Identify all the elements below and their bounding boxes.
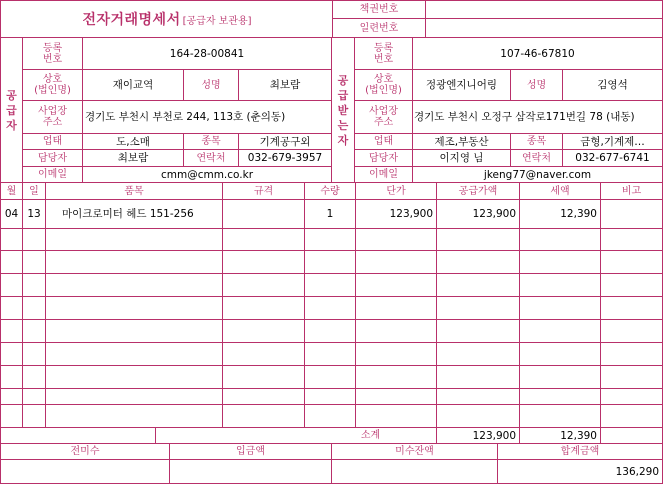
receiver-contact-label: 연락처 [522,152,551,164]
col-tax-header: 세액 [550,185,570,197]
supplier-business-item-label: 종목 [201,136,221,147]
receiver-business-type-label: 업태 [373,136,394,147]
supplier-name-label: 성명 [201,79,221,91]
supplier-address: 경기도 부천시 부천로 244, 113호 (춘의동) [85,111,286,123]
receiver-name-label: 성명 [526,79,547,91]
col-unit-price-header: 단가 [386,185,406,197]
receiver-manager: 이지영 님 [439,152,484,164]
receiver-side-label: 공 급 받 는 자 [337,73,349,147]
title-sub: [공급자 보관용] [182,15,252,27]
receiver-reg-no-label: 등록 번호 [373,42,394,65]
prev-unpaid-label: 전미수 [70,446,100,457]
document-title [2,2,332,36]
supplier-address-label: 사업장 주소 [38,106,67,128]
supplier-manager-label: 담당자 [38,152,67,164]
receiver-address-label: 사업장 주소 [369,106,398,128]
title-main: 전자거래명세서 [82,12,181,28]
subtotal-tax: 12,390 [560,429,597,442]
supplier-name: 최보람 [269,79,301,91]
supplier-reg-no: 164-28-00841 [169,47,245,60]
col-qty-header: 수량 [320,185,340,197]
receiver-email: jkeng77@naver.com [483,168,592,181]
supplier-company-label: 상호 (법인명) [34,74,71,96]
receiver-reg-no: 107-46-67810 [500,47,575,60]
row-qty: 1 [326,208,334,220]
receiver-company: 정광엔지니어링 [425,79,497,91]
col-note-header: 비고 [621,185,642,197]
supplier-company: 재이교역 [112,79,154,91]
deposit-label: 입금액 [236,446,265,457]
receiver-manager-label: 담당자 [369,152,398,164]
row-supply: 123,900 [472,208,516,220]
col-month-header: 월 [6,185,17,197]
supplier-manager: 최보람 [117,152,149,164]
col-day-header: 일 [29,185,39,197]
receiver-contact: 032-677-6741 [575,152,650,164]
supplier-side-label: 공 급 자 [6,88,17,132]
balance-value [332,460,497,483]
supplier-email: cmm@cmm.co.kr [160,168,254,181]
receiver-business-item: 금형,기계제… [580,135,645,148]
row-note [601,200,662,228]
receiver-business-item-label: 종목 [526,136,547,147]
col-supply-header: 공급가액 [458,185,498,197]
receiver-business-type: 제조,부동산 [434,135,489,148]
supplier-business-type-label: 업태 [42,136,63,147]
supplier-reg-no-label: 등록 번호 [42,42,63,65]
serial-no-label: 일련번호 [359,22,399,34]
supplier-contact-label: 연락처 [196,152,226,164]
supplier-business-item: 기계공구외 [259,135,311,148]
supplier-contact: 032-679-3957 [247,152,323,164]
supplier-email-label: 이메일 [38,169,67,180]
receiver-name: 김영석 [597,79,628,91]
book-no-value [426,1,662,18]
row-spec [223,200,304,228]
receiver-company-label: 상호 (법인명) [365,74,402,96]
subtotal-label: 소계 [360,430,381,441]
col-spec-header: 규격 [253,185,274,197]
row-item: 마이크로미터 헤드 151-256 [62,208,194,220]
receiver-email-label: 이메일 [369,169,398,180]
row-unit-price: 123,900 [389,208,433,220]
book-no-label: 책권번호 [359,4,399,15]
total-label: 합계금액 [560,446,600,457]
row-month: 04 [4,208,19,220]
subtotal-supply: 123,900 [472,429,516,442]
balance-label: 미수잔액 [395,446,434,457]
deposit-value [170,460,331,483]
total-value: 136,290 [615,465,659,478]
receiver-address: 경기도 부천시 오정구 삼작로171번길 78 (내동) [414,111,635,123]
row-day: 13 [27,208,41,220]
row-tax: 12,390 [560,208,597,220]
prev-unpaid-value [1,460,169,483]
supplier-business-type: 도,소매 [116,135,150,148]
col-item-header: 품목 [124,185,144,197]
serial-no-value [426,19,662,37]
